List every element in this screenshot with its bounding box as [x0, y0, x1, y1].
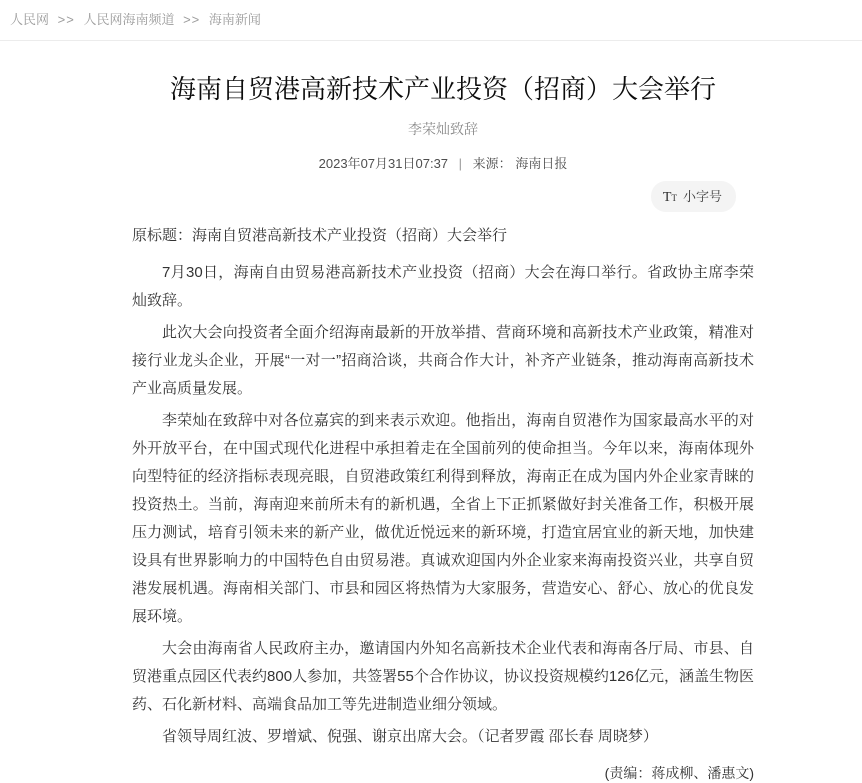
source-name: 海南日报 [515, 156, 568, 171]
breadcrumb-link-renminwang[interactable]: 人民网 [10, 12, 50, 27]
breadcrumb-separator: >> [57, 12, 75, 27]
original-title-line: 原标题：海南自贸港高新技术产业投资（招商）大会举行 [132, 227, 508, 244]
article-subtitle: 李荣灿致辞 [408, 121, 478, 137]
breadcrumb-link-hainan-news[interactable]: 海南新闻 [208, 12, 261, 27]
article-meta [132, 153, 754, 172]
font-size-button[interactable] [651, 181, 736, 212]
meta-separator: | [458, 156, 463, 171]
article-paragraph-5: 省领导周红波、罗增斌、倪强、谢京出席大会。（记者罗霞 邵长春 周晓梦） [162, 728, 658, 745]
page-title: 海南自贸港高新技术产业投资（招商）大会举行 [169, 74, 716, 104]
article-paragraph-3: 李荣灿在致辞中对各位嘉宾的到来表示欢迎。他指出，海南自贸港作为国家最高水平的对外开放平台，在中国式现代化进程中承担着走在全国前列的使命担当。今年以来，海南体现外向型特征的经济指标表现亮眼，自贸港政策红利得到释放，海南正在成为国内外企业家青睐的投资热土。当前，海南迎来前所未有的新机遇，全省上下正抓紧做好封关准备工作，积极开展压力测试，培育引领未来的新产业，做优近悦远来的新环境，打造宜居宜业的新天地，加快建设具有世界影响力的中国特色自由贸易港。真诚欢迎国内外企业家来海南投资兴业，共享自贸港发展机遇。海南相关部门、市县和园区将热情为大家服务，营造安心、舒心、放心的优良发展环境。 [132, 412, 754, 625]
font-size-icon: TT [662, 190, 677, 205]
source-label: 来源： [472, 156, 512, 171]
editor-credit: (责编：蒋成柳、潘惠文) [604, 765, 754, 781]
breadcrumb-separator: >> [183, 12, 201, 27]
article-paragraph-2: 此次大会向投资者全面介绍海南最新的开放举措、营商环境和高新技术产业政策，精准对接行业龙头企业，开展“一对一”招商洽谈，共商合作大计，补齐产业链条，推动海南高新技术产业高质量发展。 [132, 324, 754, 397]
breadcrumb [0, 0, 862, 41]
article-toolbar [132, 181, 754, 212]
breadcrumb-link-hainan-channel[interactable]: 人民网海南频道 [83, 12, 175, 27]
article-content [132, 71, 754, 783]
font-size-button-label: 小字号 [682, 189, 722, 204]
publish-date: 2023年07月31日07:37 [318, 156, 449, 171]
article-body [132, 222, 754, 751]
article-paragraph-4: 大会由海南省人民政府主办，邀请国内外知名高新技术企业代表和海南各厅局、市县、自贸港重点园区代表约800人参加，共签署55个合作协议，协议投资规模约126亿元，涵盖生物医药、石化新材料、高端食品加工等先进制造业细分领域。 [132, 640, 754, 713]
article-paragraph-1: 7月30日，海南自由贸易港高新技术产业投资（招商）大会在海口举行。省政协主席李荣灿致辞。 [132, 264, 754, 309]
